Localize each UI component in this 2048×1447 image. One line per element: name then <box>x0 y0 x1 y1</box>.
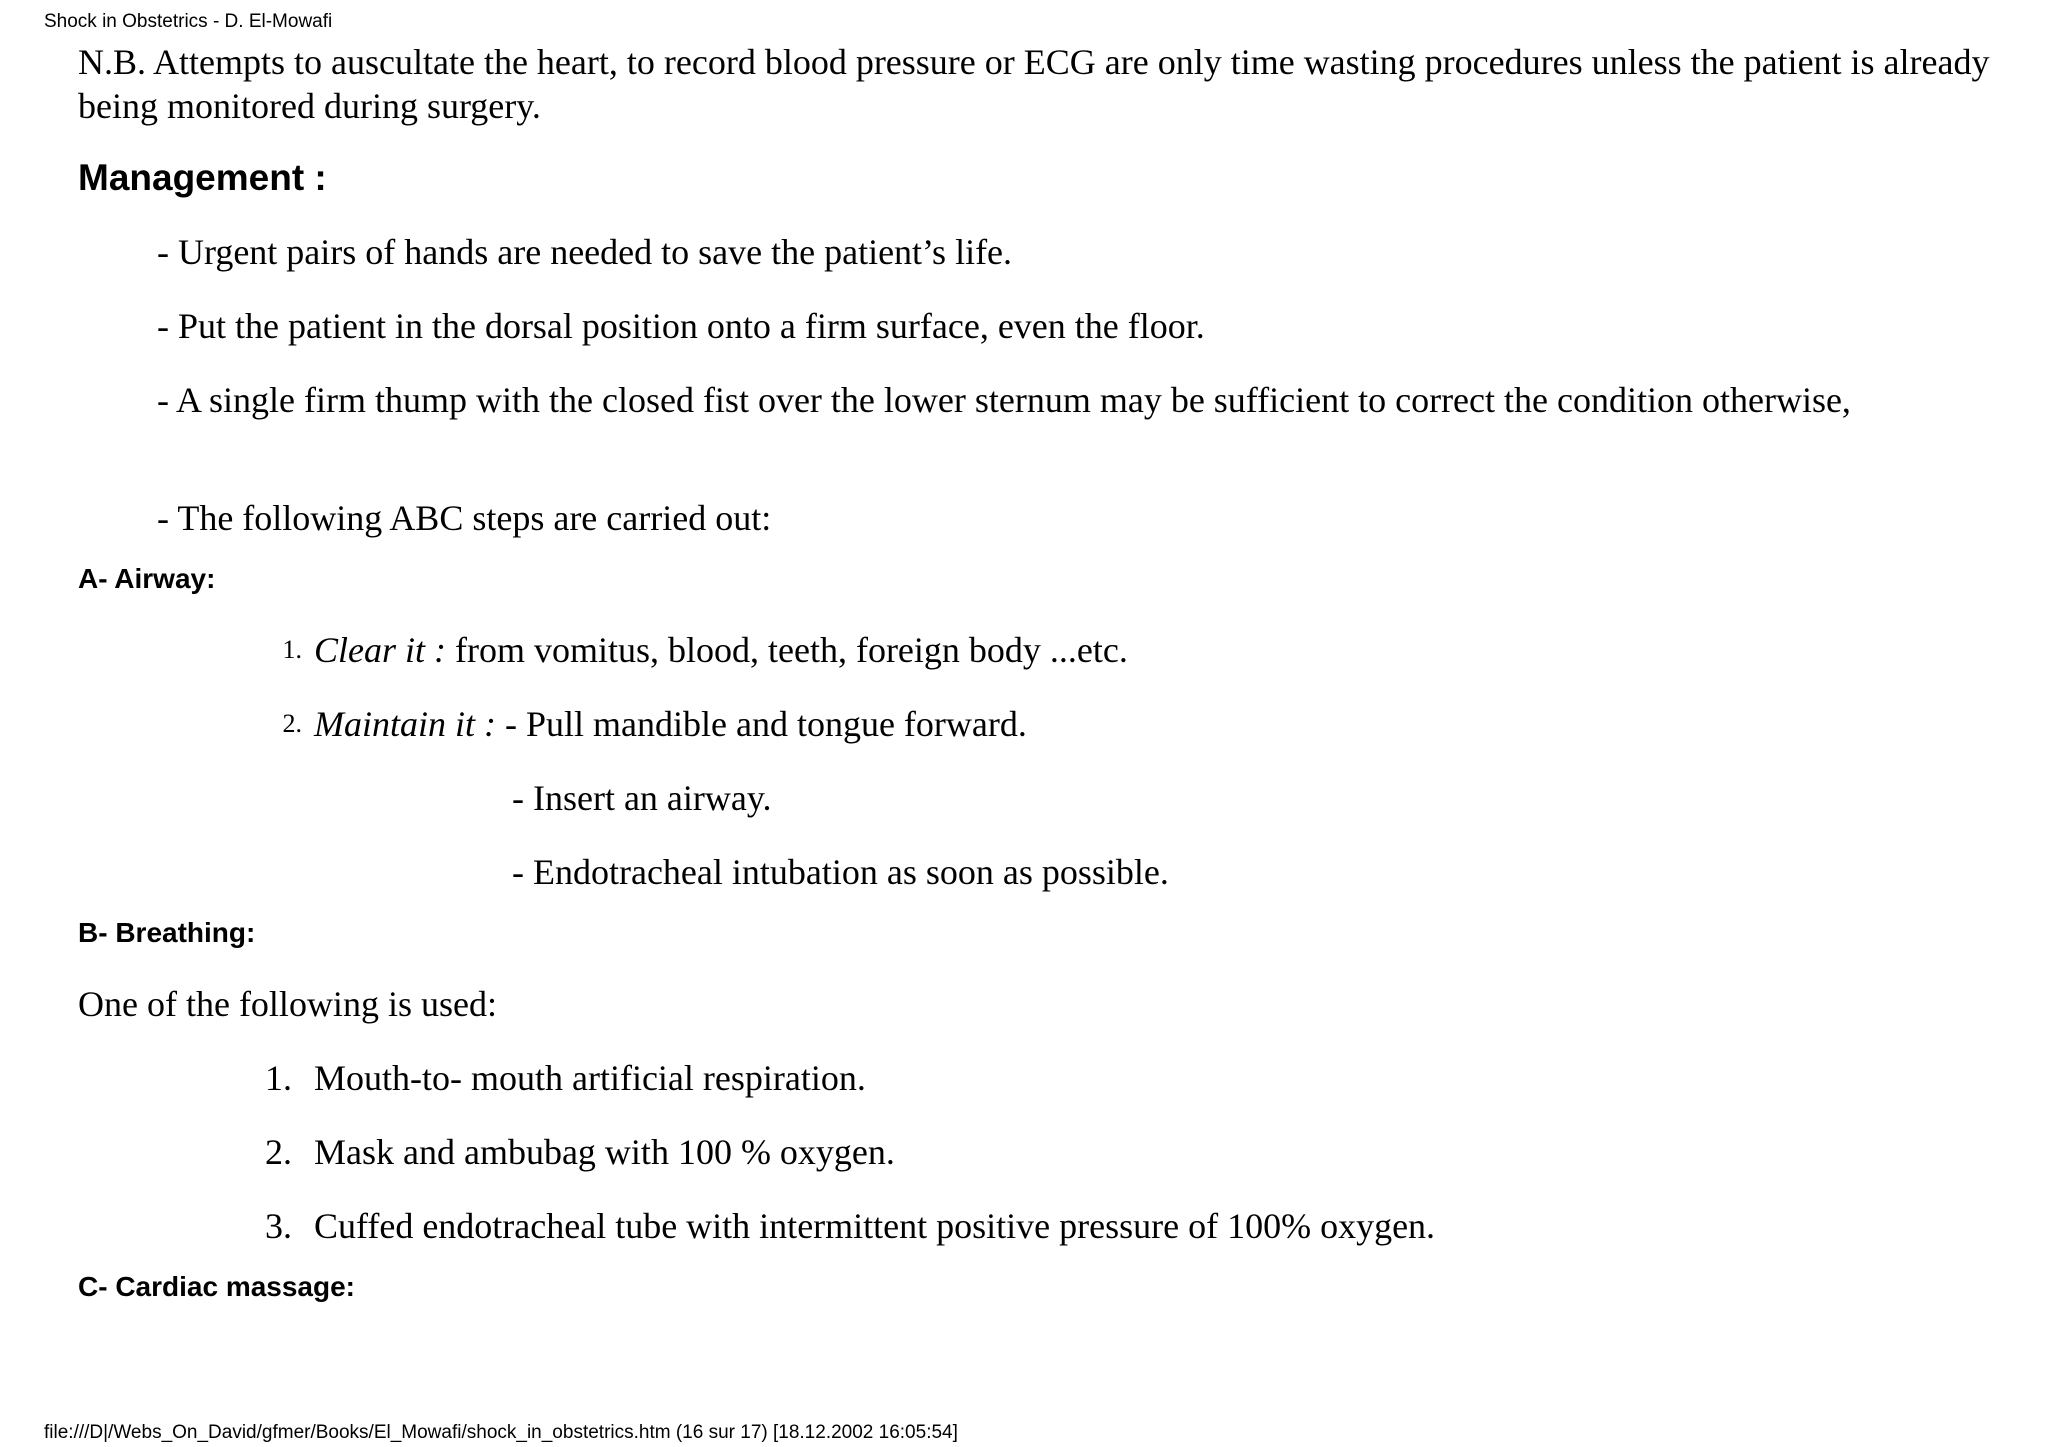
airway-step-desc: from vomitus, blood, teeth, foreign body ...etc. <box>446 630 1128 670</box>
management-item: - The following ABC steps are carried out: <box>157 498 772 538</box>
airway-heading: A- Airway: <box>78 563 216 594</box>
airway-step-label: Maintain it : <box>314 704 496 744</box>
airway-continuation: - Insert an airway. <box>512 778 772 818</box>
airway-step-number: 2. <box>282 709 302 738</box>
breathing-item-text: Mask and ambubag with 100 % oxygen. <box>314 1132 895 1172</box>
management-item: - Urgent pairs of hands are needed to save the patient’s life. <box>157 232 1013 272</box>
airway-step-text <box>314 628 1128 672</box>
breathing-heading: B- Breathing: <box>78 917 256 948</box>
breathing-item-number: 1. <box>265 1058 292 1098</box>
management-heading: Management : <box>78 157 327 198</box>
nb-note: N.B. Attempts to auscultate the heart, to record blood pressure or ECG are only time wasting procedures unless the patient is already being monitored during surgery. <box>78 42 1990 126</box>
breathing-item-number: 2. <box>265 1132 292 1172</box>
management-item: - Put the patient in the dorsal position onto a firm surface, even the floor. <box>157 306 1205 346</box>
page-header-title: Shock in Obstetrics - D. El-Mowafi <box>44 11 333 32</box>
breathing-item-text: Cuffed endotracheal tube with intermittent positive pressure of 100% oxygen. <box>314 1206 1436 1246</box>
airway-step-number: 1. <box>282 635 302 664</box>
airway-continuation: - Endotracheal intubation as soon as possible. <box>512 852 1169 892</box>
airway-step-label: Clear it : <box>314 630 446 670</box>
breathing-item-text: Mouth-to- mouth artificial respiration. <box>314 1058 866 1098</box>
airway-step-desc: - Pull mandible and tongue forward. <box>496 704 1027 744</box>
breathing-intro: One of the following is used: <box>78 984 497 1024</box>
breathing-item-number: 3. <box>265 1206 292 1246</box>
airway-step-text <box>314 702 1027 746</box>
management-item: - A single firm thump with the closed fist over the lower sternum may be sufficient to correct the condition otherwise, <box>157 380 1851 420</box>
cardiac-heading: C- Cardiac massage: <box>78 1271 356 1302</box>
page-footer-path: file:///D|/Webs_On_David/gfmer/Books/El_Mowafi/shock_in_obstetrics.htm (16 sur 17) [18.12.2002 16:05:54] <box>44 1422 958 1443</box>
